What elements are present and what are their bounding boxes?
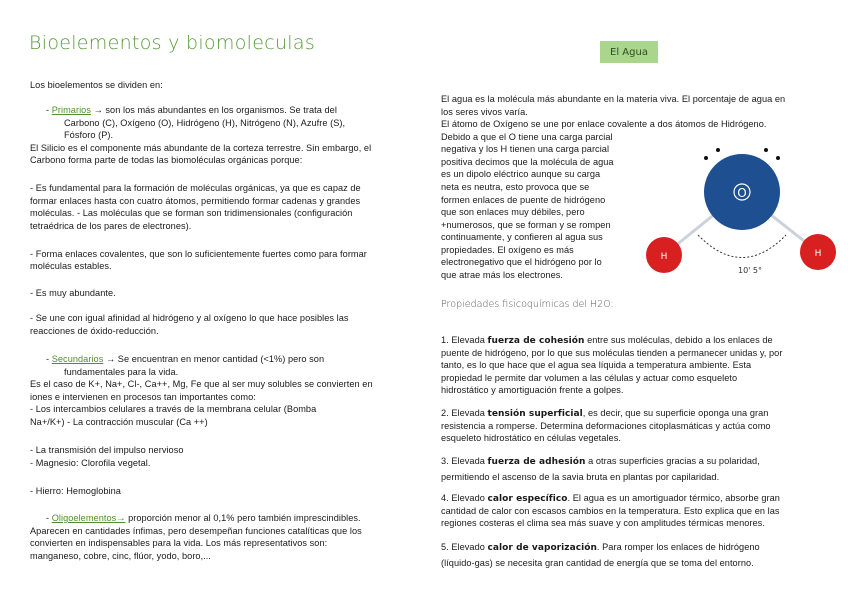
prop-5-line-1 [441,541,760,555]
prop-2-line-3: esqueleto hidrostático en células vegetales. [441,433,621,443]
oligo-text: proporción menor al 0,1% pero también imprescindibles. [125,513,361,523]
prop-3-line-2: permitiendo el ascenso de la savia bruta en plantas por capilaridad. [441,472,720,482]
secundarios-desc-2: iones e intervienen en procesos tan importantes como: [30,392,256,402]
reason-1-line-1: - Es fundamental para la formación de moléculas orgánicas, ya que es capaz de [30,183,361,193]
prop-3-prefix: 3. Elevada [441,456,488,466]
angle-label: 10' 5° [737,266,763,275]
secundarios-desc-3: - Los intercambios celulares a través de la membrana celular (Bomba [30,404,317,414]
secundarios-desc-1: Es el caso de K+, Na+, Cl-, Ca++, Mg, Fe que al ser muy solubles se convierten en [30,379,373,389]
prop-5-key: calor de vaporización [487,543,597,553]
dipolo-line-2: negativa y los H tienen una carga parcial [441,144,610,154]
prop-4-line-3: regiones costeras el clima sea más suave y con amplitudes térmicas menores. [441,518,765,528]
primarios-list-2: Fósforo (P). [64,130,114,140]
dipolo-line-8: +numerosos, que se forman y se rompen [441,220,611,230]
agua-line-3: El átomo de Oxígeno se une por enlace covalente a dos átomos de Hidrógeno. [441,119,767,129]
prop-1-line-4: propiedad le permite dar volumen a las células y actuar como esqueleto [441,373,738,383]
prop-4-prefix: 4. Elevado [441,493,488,503]
prop-4-line-2: cantidad de calor con escasos cambios en la temperatura. Esto explica que en las [441,506,780,516]
dipolo-line-12: que atrae más los electrones. [441,270,563,280]
prop-1-prefix: 1. Elevada [441,335,488,345]
prop-4-suffix: . El agua es un amortiguador térmico, absorbe gran [567,493,780,503]
dipolo-line-4: es un dipolo eléctrico aunque su carga [441,169,601,179]
reason-3: - Es muy abundante. [30,288,116,298]
page-title: Bioelementos y biomoleculas [29,32,316,54]
secundarios-desc-4: Na+/K+) - La contracción muscular (Ca ++) [30,417,208,427]
oligo-label: Oligoelementos→ [51,513,126,523]
dipolo-line-5: neta es neutra, esto provoca que se [441,182,590,192]
agua-line-1: El agua es la molécula más abundante en la materia viva. El porcentaje de agua en [441,94,786,104]
oligo-line: - Oligoelementos→ proporción menor al 0,1% pero también imprescindibles. [46,513,361,523]
prop-3-key: fuerza de adhesión [487,457,586,467]
prop-4-line-1 [441,492,780,506]
reason-1-line-3: moléculas. - Las moléculas que se forman son tridimensionales (configuración [30,208,353,218]
reason-1-line-2: formar enlaces hasta con cuatro átomos, permitiendo formar cadenas y grandes [30,196,361,206]
dipolo-line-11: electronegativo que el hidrógeno por lo [441,257,602,267]
prop-3-suffix: a otras superficies gracias a su polaridad, [585,456,760,466]
reason-4-line-1: - Se une con igual afinidad al hidrógeno y al oxígeno lo que hace posibles las [30,313,349,323]
secundarios-desc-6: - Magnesio: Clorofila vegetal. [30,458,151,468]
primarios-text: → son los más abundantes en los organismos. Se trata del [90,105,337,115]
intro-text: Los bioelementos se dividen en: [30,80,163,90]
agua-line-2: los seres vivos varía. [441,107,528,117]
water-molecule-diagram [640,140,840,290]
secundarios-line-2: fundamentales para la vida. [64,367,179,377]
secundarios-text: → Se encuentran en menor cantidad (<1%) pero son [103,354,325,364]
angle-arc [698,235,786,258]
section-title-agua: El Agua [600,41,658,63]
prop-2-key: tensión superficial [487,409,583,419]
prop-2-suffix: , es decir, que su superficie oponga una gran [582,408,769,418]
secundarios-line: - Secundarios → Se encuentran en menor cantidad (<1%) pero son [46,354,325,364]
primarios-label: Primarios [51,105,91,115]
reason-2-line-2: moléculas estables. [30,261,112,271]
hydrogen-right-label: H [814,249,822,259]
prop-2-line-1 [441,407,768,421]
prop-2-line-2: resistencia a romperse. Determina deformaciones citoplasmáticas y actúa como [441,421,771,431]
prop-1-line-5: hidrostático y amortiguación frente a golpes. [441,385,624,395]
dipolo-line-9: continuamente, y confieren al agua sus [441,232,603,242]
prop-1-line-3: tanto, es lo que hace que el agua sea líquida a temperatura ambiente. Esta [441,360,752,370]
dipolo-line-6: formen enlaces de puente de hidrógeno [441,195,606,205]
prop-4-key: calor específico [487,494,568,504]
hydrogen-left-label: H [660,252,668,262]
properties-title: Propiedades fisicoquímicas del H2O: [441,299,614,310]
prop-1-line-1 [441,334,773,348]
dipolo-line-10: propiedades. El oxígeno es más [441,245,574,255]
prop-1-suffix: entre sus moléculas, debido a los enlaces de [584,335,773,345]
dipolo-line-3: positiva decimos que la molécula de agua [441,157,614,167]
secundarios-label: Secundarios [51,354,104,364]
silicio-line-2: Carbono forma parte de todas las biomoléculas orgánicas porque: [30,155,303,165]
reason-2-line-1: - Forma enlaces covalentes, que son lo suficientemente fuertes como para formar [30,249,367,259]
oligo-desc-2: convierten en indispensables para la vida. Los más representativos son: [30,538,328,548]
reason-4-line-2: reacciones de óxido-reducción. [30,326,159,336]
secundarios-desc-5: - La transmisión del impulso nervioso [30,445,184,455]
dipolo-line-7: que son enlaces muy débiles, pero [441,207,585,217]
prop-5-suffix: . Para romper los enlaces de hidrógeno [596,542,760,552]
primarios-list-1: Carbono (C), Oxígeno (O), Hidrógeno (H), Nitrógeno (N), Azufre (S), [64,118,346,128]
prop-5-prefix: 5. Elevado [441,542,488,552]
primarios-line: - Primarios → son los más abundantes en los organismos. Se trata del [46,105,337,115]
secundarios-desc-7: - Hierro: Hemoglobina [30,486,121,496]
oligo-desc-1: Aparecen en cantidades ínfimas, pero desempeñan funciones catalíticas que los [30,526,362,536]
prop-1-key: fuerza de cohesión [487,336,585,346]
dipolo-line-1: Debido a que el O tiene una carga parcial [441,132,613,142]
prop-1-line-2: puente de hidrógeno, por lo que sus moléculas tienden a permanecer unidas y, por [441,348,783,358]
prop-5-line-2: (líquido-gas) se necesita gran cantidad de energía que se toma del entorno. [441,558,754,568]
oxygen-label: O [737,186,747,200]
reason-1-line-4: tetraédrica de los pares de electrones). [30,221,192,231]
prop-3-line-1 [441,455,760,469]
prop-2-prefix: 2. Elevada [441,408,488,418]
silicio-line-1: El Silicio es el componente más abundante de la corteza terrestre. Sin embargo, el [30,143,372,153]
oligo-desc-3: manganeso, cobre, cinc, flúor, yodo, boro,... [30,551,211,561]
